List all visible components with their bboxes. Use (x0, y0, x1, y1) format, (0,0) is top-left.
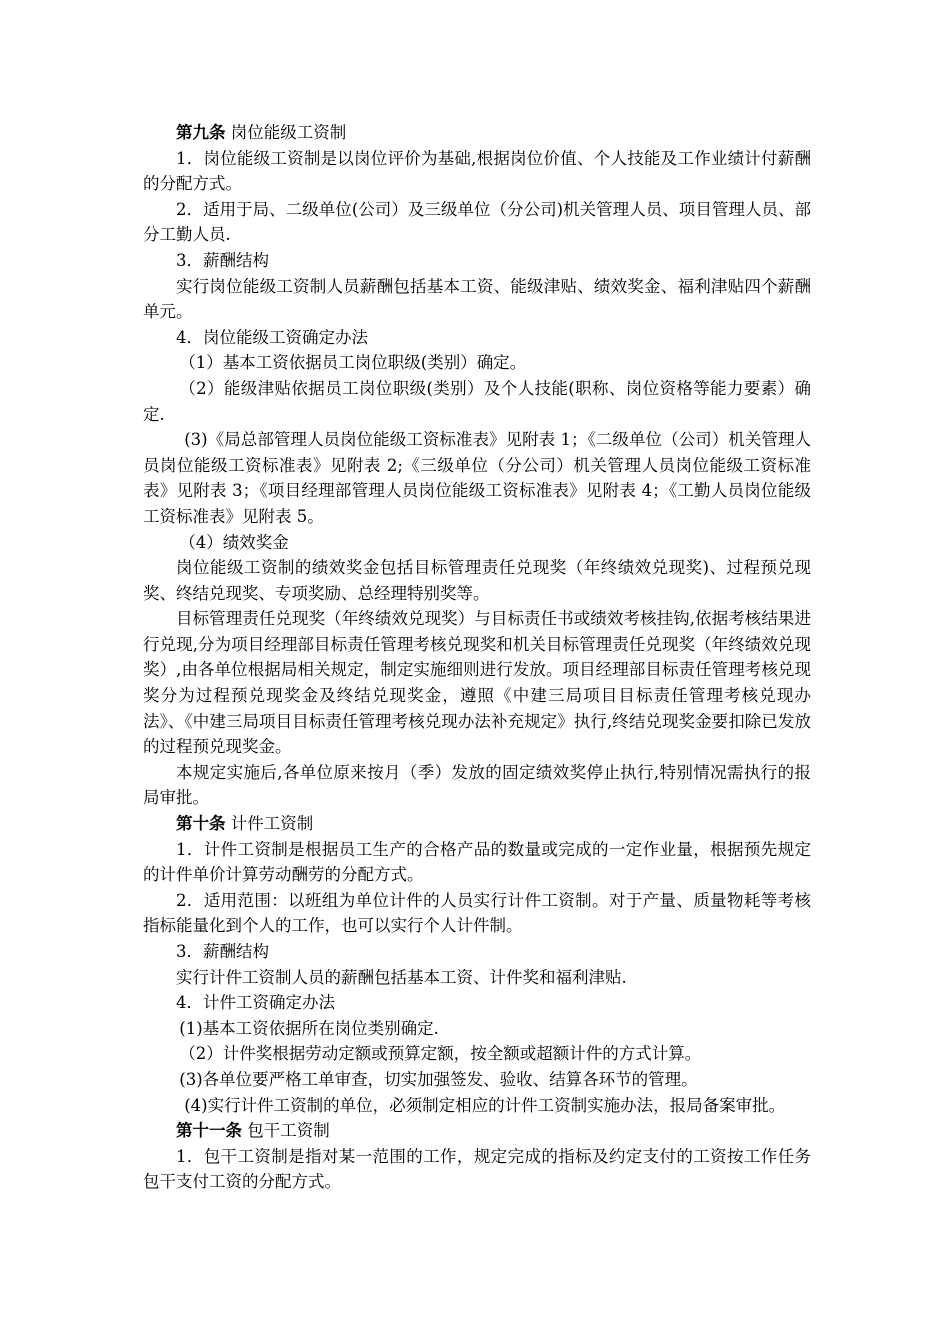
article-10-paragraph-7: （2）计件奖根据劳动定额或预算定额，按全额或超额计件的方式计算。 (179, 1044, 702, 1064)
article-9-paragraph-12: 本规定实施后,各单位原来按月（季）发放的固定绩效奖停止执行,特别情况需执行的报局审批。 (143, 762, 811, 808)
article-9-paragraph-2: 2．适用于局、二级单位(公司）及三级单位（分公司)机关管理人员、项目管理人员、部分工勤人员. (143, 199, 811, 245)
article-10-paragraph-8: (3)各单位要严格工单审查，切实加强签发、验收、结算各环节的管理。 (179, 1069, 698, 1089)
article-9-paragraph-9: （4）绩效奖金 (179, 532, 289, 552)
article-10-paragraph-5: 4．计件工资确定办法 (176, 993, 335, 1013)
article-11-paragraph-1: 1．包干工资制是指对某一范围的工作，规定完成的指标及约定支付的工资按工作任务包干支付工资的分配方式。 (143, 1146, 811, 1192)
article-11-number: 第十一条 (176, 1121, 242, 1141)
article-10-paragraph-6: (1)基本工资依据所在岗位类别确定. (179, 1018, 439, 1038)
article-9-title: 岗位能级工资制 (230, 123, 347, 142)
article-9-paragraph-10: 岗位能级工资制的绩效奖金包括目标管理责任兑现奖（年终绩效兑现奖)、过程预兑现奖、终结兑现奖、专项奖励、总经理特别奖等。 (143, 558, 811, 603)
article-9-paragraph-5: 4．岗位能级工资确定办法 (176, 327, 368, 347)
article-9-paragraph-7: （2）能级津贴依据员工岗位职级(类别）及个人技能(职称、岗位资格等能力要素）确定. (143, 378, 811, 424)
article-11-heading (143, 1118, 811, 1144)
article-9-paragraph-4: 实行岗位能级工资制人员薪酬包括基本工资、能级津贴、绩效奖金、福利津贴四个薪酬单元。 (143, 276, 811, 322)
article-10-paragraph-9: (4)实行计件工资制的单位，必须制定相应的计件工资制实施办法，报局备案审批。 (184, 1095, 786, 1115)
article-10-paragraph-1: 1．计件工资制是根据员工生产的合格产品的数量或完成的一定作业量，根据预先规定的计件单价计算劳动酬劳的分配方式。 (143, 839, 811, 885)
article-11-title: 包干工资制 (247, 1121, 330, 1141)
article-10-paragraph-3: 3．薪酬结构 (176, 942, 269, 961)
article-10-title: 计件工资制 (230, 814, 314, 834)
article-9-paragraph-6: （1）基本工资依据员工岗位职级(类别）确定。 (179, 353, 527, 373)
article-9-number: 第九条 (176, 123, 226, 142)
document-page (143, 120, 811, 1195)
article-10-paragraph-4: 实行计件工资制人员的薪酬包括基本工资、计件奖和福利津贴. (176, 967, 627, 987)
article-9-paragraph-3: 3．薪酬结构 (176, 250, 269, 270)
article-9-paragraph-1: 1．岗位能级工资制是以岗位评价为基础,根据岗位价值、个人技能及工作业绩计付薪酬的分配方式。 (143, 148, 811, 194)
article-10-paragraph-2: 2．适用范围：以班组为单位计件的人员实行计件工资制。对于产量、质量物耗等考核指标能量化到个人的工作，也可以实行个人计件制。 (143, 890, 811, 936)
article-9-paragraph-11: 目标管理责任兑现奖（年终绩效兑现奖）与目标责任书或绩效考核挂钩,依据考核结果进行兑现,分为项目经理部目标责任管理考核兑现奖和机关目标管理责任兑现奖（年终绩效兑现奖）,由各单位根据局相关规定，制定实施细则进行发放。项目经理部目标责任管理考核兑现奖分为过程预兑现奖金及终结兑现奖金，遵照《中建三局项目目标责任管理考核兑现办法》、《中建三局项目目标责任管理考核兑现办法补充规定》执行,终结兑现奖金要扣除已发放的过程预兑现奖金。 (143, 609, 811, 757)
article-10-number: 第十条 (176, 814, 226, 834)
article-9-heading (143, 120, 811, 146)
article-10-heading (143, 811, 811, 837)
article-9-paragraph-8: (3)《局总部管理人员岗位能级工资标准表》见附表 1；《二级单位（公司）机关管理人员岗位能级工资标准表》见附表 2;《三级单位（分公司）机关管理人员岗位能级工资标准表》见附表 3；《项目经理部管理人员岗位能级工资标准表》见附表 4；《工勤人员岗位能级工资标准表》见附表 5。 (143, 430, 811, 526)
